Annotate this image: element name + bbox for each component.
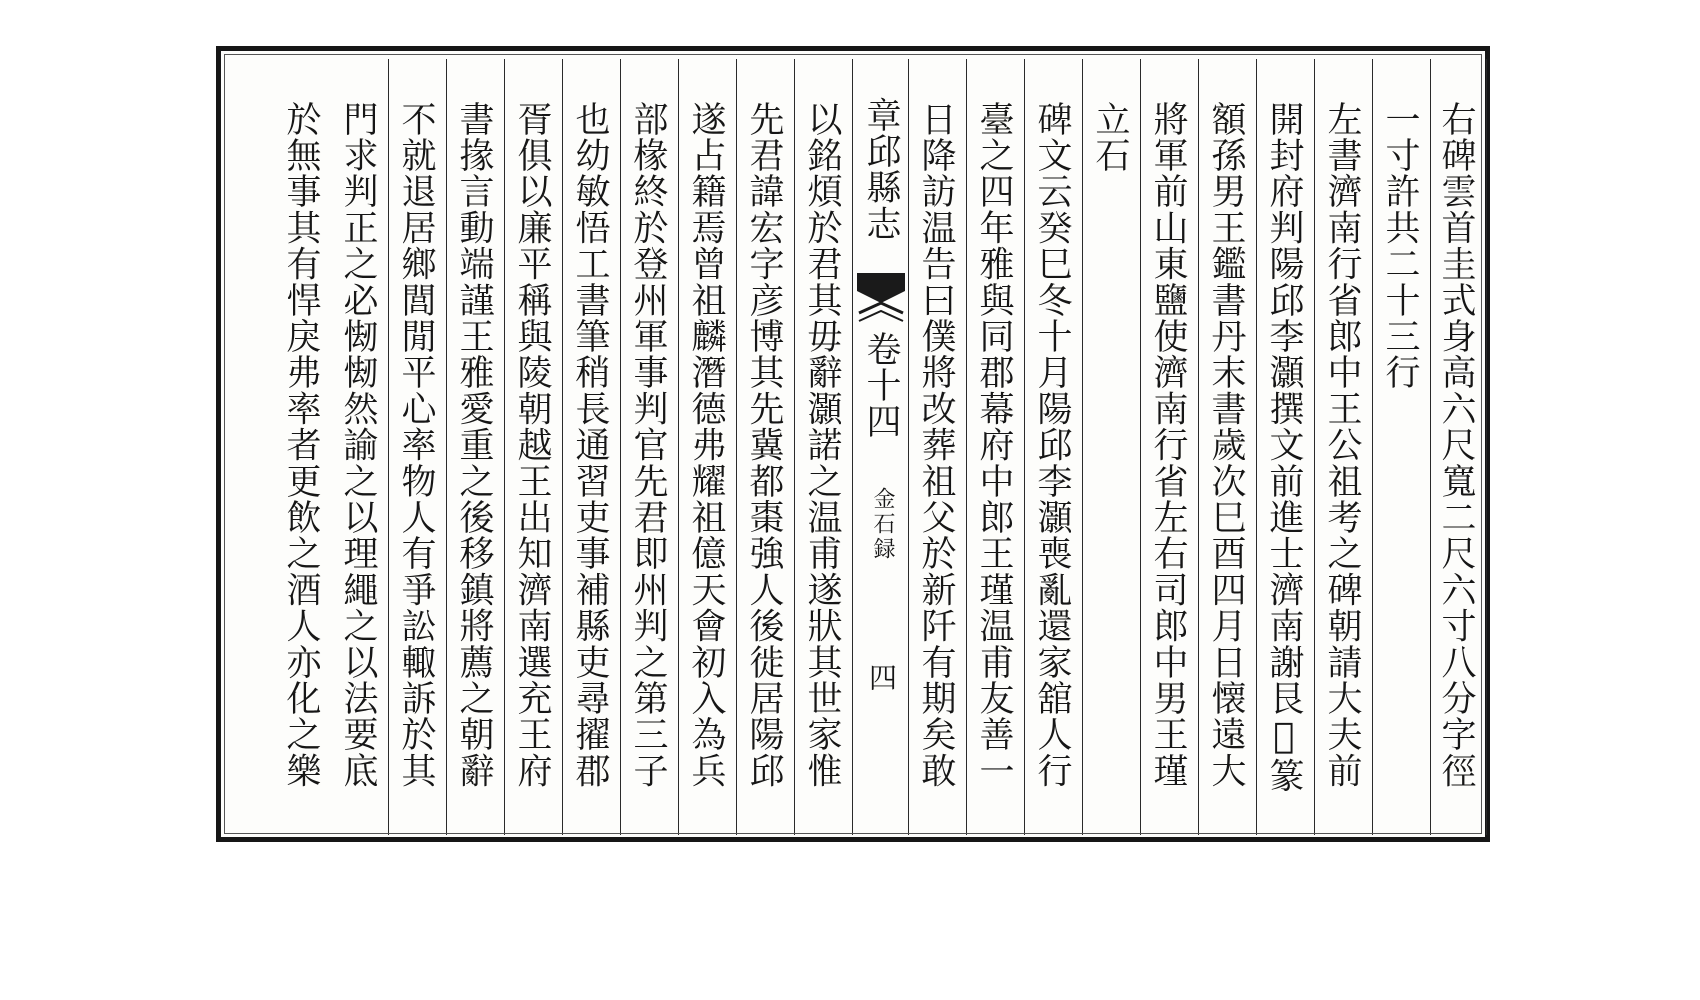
column-text: 不就退居鄉閭閒平心率物人有爭訟輙訴於其 bbox=[396, 101, 436, 789]
text-column bbox=[389, 59, 447, 835]
text-column bbox=[1257, 59, 1315, 835]
text-column bbox=[1141, 59, 1199, 835]
text-column bbox=[1373, 59, 1431, 835]
column-text: 先君諱宏字彦博其先冀都棗強人後徙居陽邱 bbox=[744, 101, 784, 789]
text-column bbox=[1083, 59, 1141, 835]
text-column bbox=[621, 59, 679, 835]
column-text: 以銘煩於君其毋辭灝諾之温甫遂狀其世家惟 bbox=[802, 101, 842, 789]
column-text: 一寸許共二十三行 bbox=[1380, 101, 1420, 391]
column-text: 右碑雲首圭式身高六尺寬二尺六寸八分字徑 bbox=[1436, 101, 1476, 789]
column-text: 日降訪温告曰僕將改葬祖父於新阡有期矣敢 bbox=[916, 101, 956, 789]
column-text: 門求判正之必㥘㥘然諭之以理繩之以法要底 bbox=[338, 101, 378, 789]
text-column bbox=[679, 59, 737, 835]
column-text: 額孫男王鑑書丹末書歲次巳酉四月日懐遠大 bbox=[1206, 101, 1246, 789]
text-column bbox=[1315, 59, 1373, 835]
text-column bbox=[1199, 59, 1257, 835]
column-text: 於無事其有悍戾弗率者更飲之酒人亦化之樂 bbox=[281, 101, 321, 789]
column-text: 開封府判陽邱李灝撰文前進士濟南謝艮𩀱篆 bbox=[1264, 101, 1304, 794]
column-text: 遂占籍焉曾祖麟潛德弗耀祖億天會初入為兵 bbox=[686, 101, 726, 789]
category-label: 金石録 bbox=[870, 487, 895, 562]
column-text: 立石 bbox=[1090, 101, 1130, 174]
text-column bbox=[505, 59, 563, 835]
text-column bbox=[273, 59, 331, 835]
volume-label: 卷十四 bbox=[861, 331, 901, 440]
text-column bbox=[795, 59, 853, 835]
column-text: 胥俱以廉平稱與陵朝越王出知濟南選充王府 bbox=[512, 101, 552, 789]
column-text: 書掾言動端謹王雅愛重之後移鎮將薦之朝辭 bbox=[454, 101, 494, 789]
text-column bbox=[563, 59, 621, 835]
text-column bbox=[331, 59, 389, 835]
text-column bbox=[909, 59, 967, 835]
page-frame bbox=[216, 46, 1490, 842]
column-text: 臺之四年雅與同郡幕府中郎王瑾温甫友善一 bbox=[974, 101, 1014, 789]
fishtail-mark-icon bbox=[855, 269, 907, 325]
column-text: 部椽終於登州軍事判官先君即州判之第三子 bbox=[628, 101, 668, 789]
text-column bbox=[447, 59, 505, 835]
text-column bbox=[967, 59, 1025, 835]
text-column bbox=[737, 59, 795, 835]
text-column bbox=[1431, 59, 1487, 835]
column-text: 碑文云癸巳冬十月陽邱李灝喪亂還家舘人行 bbox=[1032, 101, 1072, 789]
page-number: 四 bbox=[865, 663, 898, 691]
column-text: 將軍前山東鹽使濟南行省左右司郎中男王瑾 bbox=[1148, 101, 1188, 789]
column-text: 左書濟南行省郎中王公祖考之碑朝請大夫前 bbox=[1322, 101, 1362, 789]
fold-column bbox=[853, 59, 909, 835]
book-title: 章邱縣志 bbox=[861, 97, 901, 242]
text-column bbox=[1025, 59, 1083, 835]
column-text: 也幼敏悟工書筆稍長通習吏事補縣吏尋擢郡 bbox=[570, 101, 610, 789]
